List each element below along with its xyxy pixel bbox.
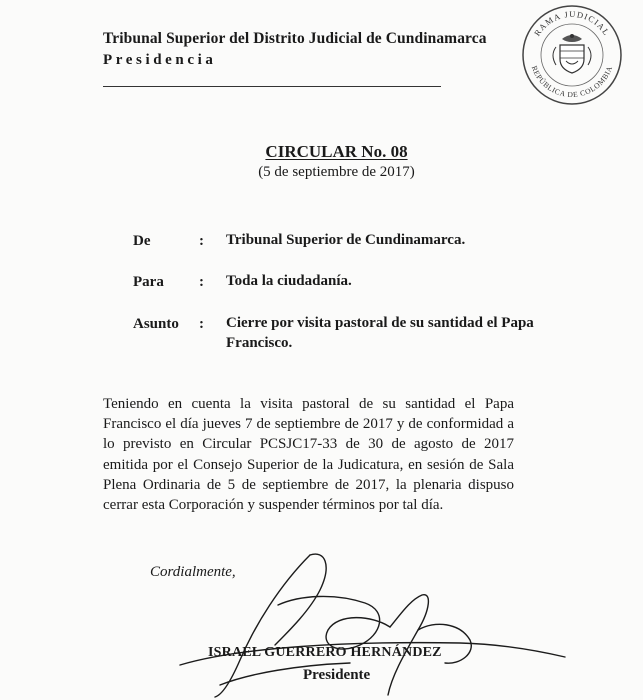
subject-colon: : xyxy=(199,316,204,332)
closing-salutation: Cordialmente, xyxy=(150,564,236,580)
from-value: Tribunal Superior de Cundinamarca. xyxy=(226,232,466,248)
seal-bottom-text: REPÚBLICA DE COLOMBIA xyxy=(529,64,615,100)
office-name: Presidencia xyxy=(103,52,217,68)
rama-judicial-seal xyxy=(520,3,624,107)
coat-of-arms-icon xyxy=(553,34,591,73)
signer-name: ISRAEL GUERRERO HERNÁNDEZ xyxy=(208,645,442,660)
from-colon: : xyxy=(199,233,204,249)
institution-name: Tribunal Superior del Distrito Judicial de Cundinamarca xyxy=(103,30,487,47)
signer-role: Presidente xyxy=(303,667,371,683)
seal-top-text: RAMA JUDICIAL xyxy=(531,8,613,38)
to-colon: : xyxy=(199,274,204,290)
to-label: Para xyxy=(133,274,164,290)
subject-label: Asunto xyxy=(133,316,179,332)
subject-value: Cierre por visita pastoral de su santidad el Papa Francisco. xyxy=(226,315,534,351)
circular-title: CIRCULAR No. 08 xyxy=(265,142,408,161)
circular-date: (5 de septiembre de 2017) xyxy=(258,164,415,180)
body-paragraph: Teniendo en cuenta la visita pastoral de su santidad el Papa Francisco el día jueves 7 de septiembre de 2017 y de conformidad a lo previsto en Circular PCSJC17-33 de 30 de agosto de 2017 emitida por el Consejo Superior de la Judicatura, en sesión de Sala Plena Ordinaria de 5 de septiembre de 2017, la plenaria dispuso cerrar esta Corporación y suspender términos por tal día. xyxy=(103,396,514,514)
svg-text:RAMA JUDICIAL xyxy=(532,9,612,38)
header-divider xyxy=(103,86,441,87)
to-value: Toda la ciudadanía. xyxy=(226,273,352,289)
from-label: De xyxy=(133,233,151,249)
